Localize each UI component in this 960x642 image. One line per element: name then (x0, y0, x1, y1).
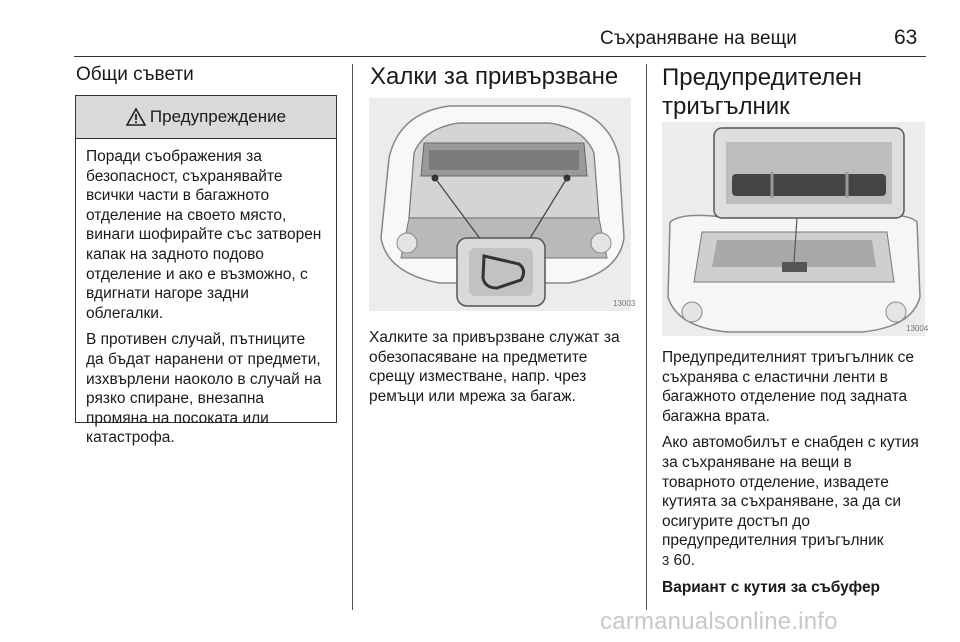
warning-paragraph: Поради съображения за безопасност, съхранявайте всички части в багажното отделение на своето място, винаги шофирайте със затворен капак на задното подово отделение и ако е възможно, с вдигнати нагоре задни облегалки. (86, 148, 322, 322)
tie-down-rings-illustration (369, 98, 636, 311)
image-id-label: 13004 (906, 324, 929, 333)
page-ref-arrow-icon: 3 (662, 552, 670, 568)
image-id-label: 13003 (613, 299, 636, 308)
header-rule (74, 56, 926, 57)
watermark: carmanualsonline.info (600, 608, 838, 635)
warning-triangle-icon (126, 108, 146, 126)
paragraph-text: Ако автомобилът е снабден с кутия за съхраняване на вещи в товарното отделение, извадете кутията за съхраняване, за да си осигурите достъп до предупредителния триъгълник (662, 434, 919, 550)
section-heading-warning-triangle: Предупредителен триъгълник (662, 64, 862, 120)
tie-down-rings-text: Халките за привързване служат за обезопасяване на предметите срещу изместване, напр. чрез ремъци или мрежа за багаж. (369, 329, 620, 405)
warning-title: Предупреждение (149, 107, 287, 126)
page-number: 63 (894, 26, 918, 49)
column-divider-2 (646, 64, 647, 610)
section-heading-tie-down-rings: Халки за привързване (370, 63, 619, 90)
warning-body (76, 139, 336, 448)
section-heading-general-tips: Общи съвети (76, 64, 194, 85)
running-header-title: Съхраняване на вещи (600, 28, 797, 49)
page-ref-link[interactable]: 60. (669, 551, 696, 569)
warning-box (75, 95, 337, 447)
warning-paragraph: В противен случай, пътниците да бъдат наранени от предмети, изхвърлени наоколо в случай на рязко спиране, внезапна промяна на посоката или катастрофа. (86, 331, 322, 447)
warning-triangle-paragraph: Предупредителният триъгълник се съхранява с еластични ленти в багажното отделение под задната багажна врата. (662, 349, 915, 425)
warning-triangle-text (662, 348, 932, 597)
warning-triangle-storage-illustration (662, 122, 929, 336)
column-divider-1 (352, 64, 353, 610)
subheading-subwoofer-variant: Вариант с кутия за събуфер (662, 578, 881, 596)
warning-triangle-paragraph (662, 433, 932, 570)
warning-header (76, 96, 336, 139)
